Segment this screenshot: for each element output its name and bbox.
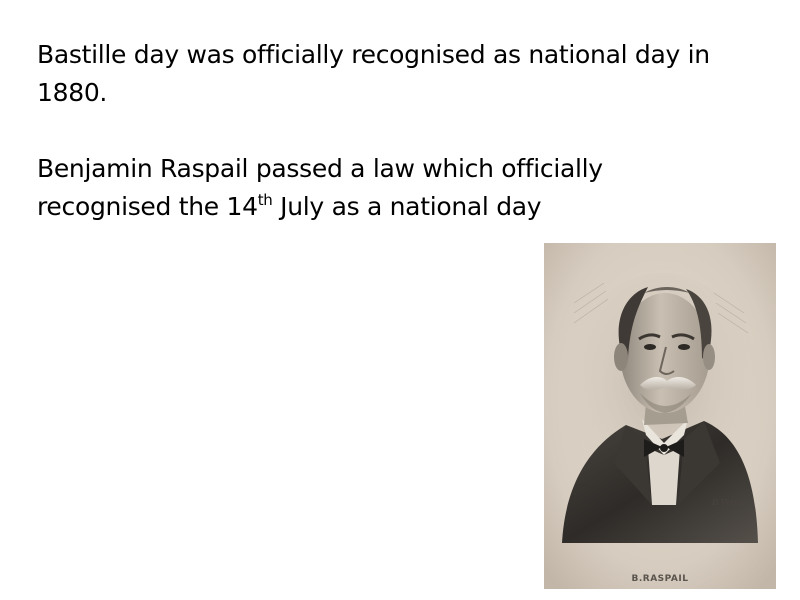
- slide-text: [37, 36, 737, 226]
- ear-left: [614, 343, 628, 371]
- eye-left: [644, 344, 656, 350]
- paragraph-raspail-law: [37, 150, 737, 226]
- paragraph-bastille-day: Bastille day was officially recognised as national day in 1880.: [37, 40, 710, 107]
- ear-right: [703, 344, 715, 370]
- artist-signature: D.Vernier: [712, 498, 751, 507]
- eye-right: [678, 344, 690, 350]
- shirt-front: [648, 448, 680, 505]
- raspail-text-end: July as a national day: [272, 192, 542, 221]
- ordinal-suffix: th: [257, 191, 273, 209]
- bow-tie-knot: [660, 444, 668, 452]
- portrait-caption: B.RASPAIL: [631, 574, 689, 584]
- raspail-text-start: Benjamin Raspail passed a law which officially recognised the 14: [37, 154, 603, 221]
- raspail-portrait-image: [544, 243, 776, 589]
